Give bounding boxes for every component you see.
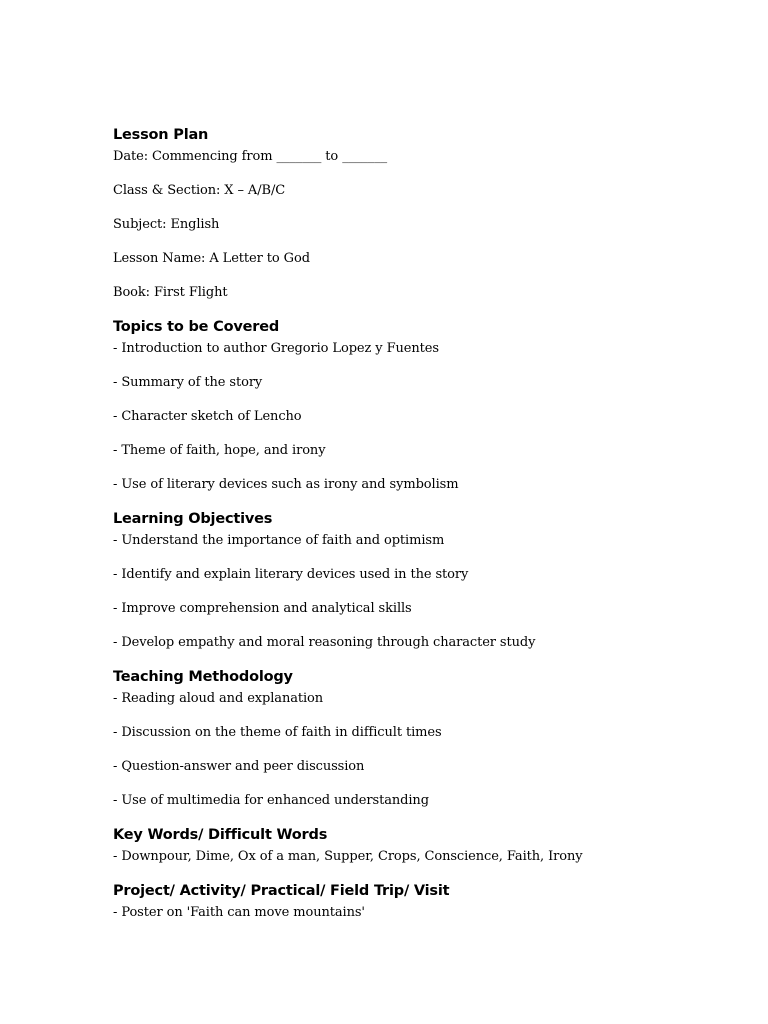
info-class-section: Class & Section: X – A/B/C xyxy=(113,183,286,198)
list-item: - Character sketch of Lencho xyxy=(113,409,302,424)
list-item: - Improve comprehension and analytical skills xyxy=(113,601,412,616)
list-item: - Identify and explain literary devices used in the story xyxy=(113,567,469,582)
list-item: - Downpour, Dime, Ox of a man, Supper, Crops, Conscience, Faith, Irony xyxy=(113,849,583,864)
section-heading-key-words: Key Words/ Difficult Words xyxy=(113,827,328,843)
section-heading-methodology: Teaching Methodology xyxy=(113,669,293,685)
list-item: - Use of multimedia for enhanced understanding xyxy=(113,793,429,808)
info-date: Date: Commencing from _______ to _______ xyxy=(113,149,387,164)
list-item: - Use of literary devices such as irony and symbolism xyxy=(113,477,459,492)
section-heading-project: Project/ Activity/ Practical/ Field Trip/ Visit xyxy=(113,883,450,899)
info-book: Book: First Flight xyxy=(113,285,228,300)
document-title: Lesson Plan xyxy=(113,127,209,143)
list-item: - Question-answer and peer discussion xyxy=(113,759,365,774)
section-heading-objectives: Learning Objectives xyxy=(113,511,273,527)
info-subject: Subject: English xyxy=(113,217,220,232)
list-item: - Introduction to author Gregorio Lopez y Fuentes xyxy=(113,341,439,356)
list-item: - Understand the importance of faith and optimism xyxy=(113,533,445,548)
info-lesson-name: Lesson Name: A Letter to God xyxy=(113,251,310,266)
list-item: - Theme of faith, hope, and irony xyxy=(113,443,326,458)
list-item: - Discussion on the theme of faith in difficult times xyxy=(113,725,442,740)
list-item: - Summary of the story xyxy=(113,375,263,390)
list-item: - Reading aloud and explanation xyxy=(113,691,324,706)
lesson-plan-document xyxy=(113,126,733,922)
section-heading-topics: Topics to be Covered xyxy=(113,319,280,335)
list-item: - Develop empathy and moral reasoning through character study xyxy=(113,635,536,650)
list-item: - Poster on 'Faith can move mountains' xyxy=(113,905,365,920)
